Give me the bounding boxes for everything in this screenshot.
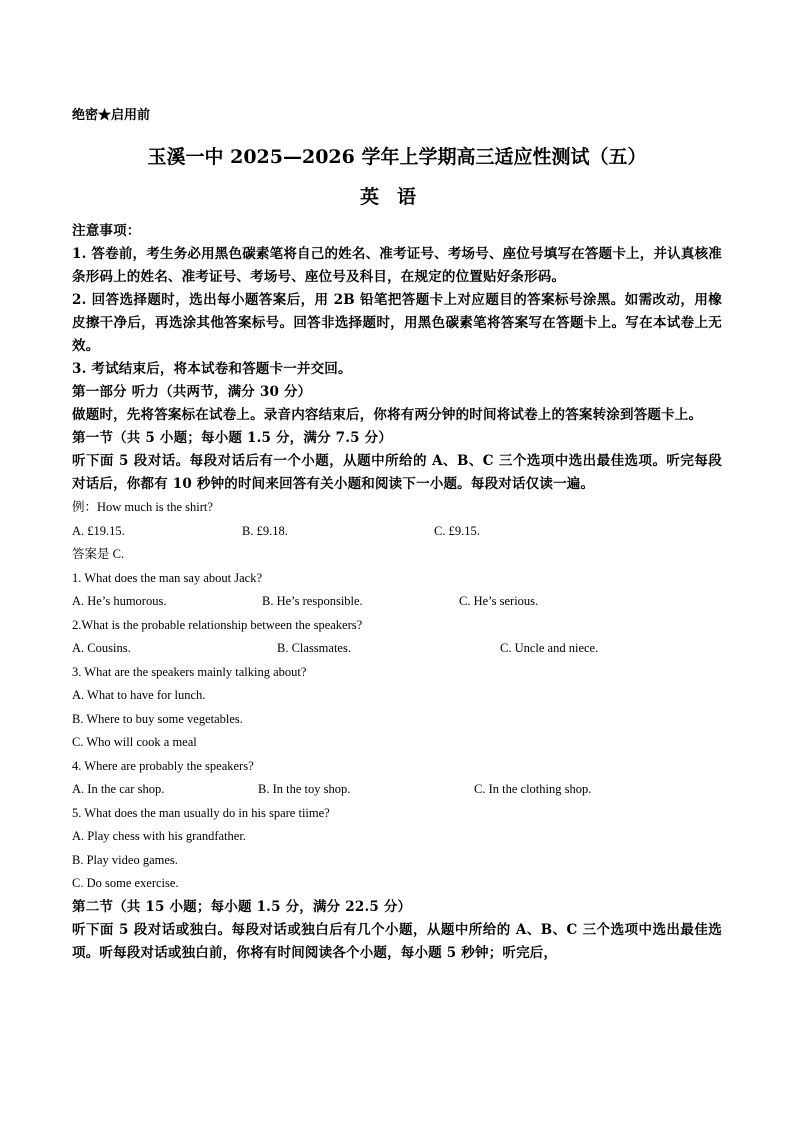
notice-item: 1. 答卷前，考生务必用黑色碳素笔将自己的姓名、准考证号、考场号、座位号填写在答题卡上，并认真核准条形码上的姓名、准考证号、考场号、座位号及科目，在规定的位置贴好条形码。 — [72, 246, 722, 285]
example-answer: 答案是 C. — [72, 547, 125, 561]
section2-instruction: 听下面 5 段对话或独白。每段对话或独白后有几个小题，从题中所给的 A、B、C 三个选项中选出最佳选项。听每段对话或独白前，你将有时间阅读各个小题，每小题 5 秒钟；听完后， — [72, 921, 722, 961]
section2-heading: 第二节（共 15 小题；每小题 1.5 分，满分 22.5 分） — [72, 898, 412, 915]
exam-title: 玉溪一中 2025—2026 学年上学期高三适应性测试（五） — [147, 146, 647, 168]
exam-page — [72, 104, 722, 965]
option-b: B. In the toy shop. — [258, 782, 351, 796]
option-c: C. He’s serious. — [459, 594, 539, 608]
notice-heading: 注意事项： — [72, 223, 141, 239]
question-4: 4. Where are probably the speakers? — [72, 758, 254, 773]
question-1-options — [72, 590, 722, 614]
option-a: A. What to have for lunch. — [72, 688, 206, 702]
example-options — [72, 520, 722, 544]
question-2-options — [72, 637, 722, 661]
question-5: 5. What does the man usually do in his spare tiime? — [72, 805, 330, 820]
option-c: C. Who will cook a meal — [72, 735, 197, 749]
notice-item: 3. 考试结束后，将本试卷和答题卡一并交回。 — [72, 361, 352, 377]
option-b: B. Play video games. — [72, 852, 178, 867]
example-question: 例：How much is the shirt? — [72, 500, 213, 514]
question-2: 2.What is the probable relationship between the speakers? — [72, 617, 363, 632]
option-b: B. £9.18. — [242, 523, 288, 538]
option-a: A. Play chess with his grandfather. — [72, 829, 246, 843]
option-c: C. Uncle and niece. — [500, 641, 599, 655]
notice-item: 2. 回答选择题时，选出每小题答案后，用 2B 铅笔把答题卡上对应题目的答案标号涂黑。如需改动，用橡皮擦干净后，再选涂其他答案标号。回答非选择题时，用黑色碳素笔将答案写在答题卡上。写在本试卷上无效。 — [72, 292, 722, 354]
option-b: B. He’s responsible. — [262, 594, 363, 608]
section1-heading: 第一节（共 5 小题；每小题 1.5 分，满分 7.5 分） — [72, 430, 393, 446]
question-4-options — [72, 778, 722, 802]
confidential-label: 绝密★启用前 — [72, 108, 151, 123]
option-a: A. Cousins. — [72, 641, 131, 655]
part1-instruction: 做题时，先将答案标在试卷上。录音内容结束后，你将有两分钟的时间将试卷上的答案转涂到答题卡上。 — [72, 407, 703, 423]
part1-heading: 第一部分 听力（共两节，满分 30 分） — [72, 384, 312, 400]
option-c: C. Do some exercise. — [72, 876, 179, 890]
option-b: B. Classmates. — [277, 641, 351, 655]
option-a: A. He’s humorous. — [72, 594, 167, 608]
option-a: A. In the car shop. — [72, 782, 165, 796]
subject-title: 英语 — [359, 186, 434, 208]
option-c: C. In the clothing shop. — [474, 782, 592, 796]
option-b: B. Where to buy some vegetables. — [72, 711, 243, 726]
option-c: C. £9.15. — [434, 523, 480, 538]
option-a: A. £19.15. — [72, 523, 125, 538]
question-1: 1. What does the man say about Jack? — [72, 570, 262, 585]
section1-instruction: 听下面 5 段对话。每段对话后有一个小题，从题中所给的 A、B、C 三个选项中选出最佳选项。听完每段对话后，你都有 10 秒钟的时间来回答有关小题和阅读下一小题。每段对话仅读一遍。 — [72, 453, 722, 492]
question-3: 3. What are the speakers mainly talking about? — [72, 664, 307, 679]
